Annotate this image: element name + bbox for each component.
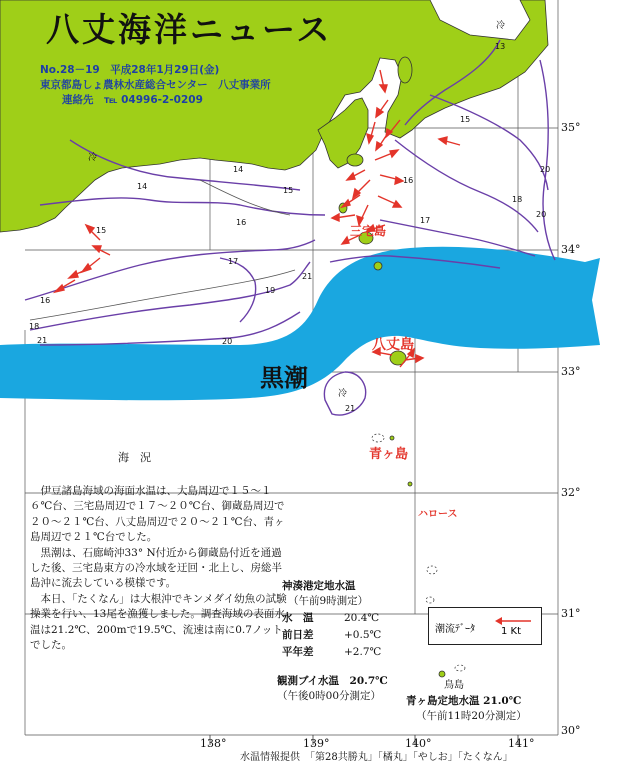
contact-line: 連絡先 ℡ 04996-2-0209	[62, 94, 203, 106]
isotherm-label: 21	[302, 272, 313, 281]
data-source: 水温情報提供 「第28共勝丸」「橘丸」「やしお」「たくなん」	[240, 752, 513, 763]
lat-label: 33°	[561, 365, 581, 378]
issuer-line: 東京都島しょ農林水産総合センター 八丈事業所	[40, 79, 271, 91]
isotherm-label: 20	[540, 165, 551, 174]
lon-label: 138°	[200, 737, 227, 750]
harose-label: ハロース	[418, 509, 458, 520]
aogashima-temp-title: 青ヶ島定地水温 21.0℃	[406, 695, 522, 707]
torishima-label: 鳥島	[444, 680, 464, 691]
miyake-label: 三宅島	[350, 224, 387, 238]
kaminato-row-value: +0.5℃	[344, 629, 382, 641]
isotherm-label: 15	[283, 186, 294, 195]
isotherm-label: 16	[403, 176, 414, 185]
buoy-title: 観測ブイ水温 20.7℃	[277, 675, 388, 687]
lat-label: 35°	[561, 121, 581, 134]
kuroshio-label: 黒潮	[260, 363, 308, 392]
kaminato-subtitle: （午前9時測定）	[288, 595, 369, 607]
isotherm-label: 17	[420, 216, 431, 225]
kaminato-row-label: 平年差	[282, 646, 314, 658]
kaminato-row-value: 20.4℃	[344, 612, 380, 624]
lat-label: 30°	[561, 724, 581, 737]
isotherm-label: 14	[137, 182, 148, 191]
isotherm-label: 15	[96, 226, 107, 235]
isotherm-label: 16	[236, 218, 247, 227]
sea-report-body	[30, 484, 290, 653]
lat-label: 32°	[561, 486, 581, 499]
kaminato-row-value: +2.7℃	[344, 646, 382, 658]
issue-line: No.28－19 平成28年1月29日(金)	[40, 64, 220, 76]
legend-label: 潮流ﾃﾞｰﾀ	[435, 624, 475, 635]
sea-report-paragraph: 本日、「たくなん」は大根沖でキンメダイ幼魚の試験操業を行い、13尾を漁獲しました。調査海域の表面水温は21.2℃、200mで19.5℃、流速は南に0.7ノットでした。	[30, 592, 287, 652]
sea-report-paragraph: 伊豆諸島海域の海面水温は、大島周辺で１５～１６℃台、三宅島周辺で１７～２０℃台、御蔵島周辺で２０～２１℃台、八丈島周辺で２０～２１℃台、青ヶ島周辺で２１℃台でした。	[30, 485, 285, 544]
kaminato-temp	[282, 578, 381, 659]
sea-report-heading: 海 況	[118, 451, 151, 464]
isotherm-label: 17	[228, 257, 239, 266]
current-legend	[428, 607, 542, 645]
kaminato-row-label: 水 温	[282, 612, 314, 624]
cold-label: 冷	[88, 153, 98, 163]
isotherm-label: 20	[536, 210, 547, 219]
hachijo-label: 八丈島	[372, 337, 414, 353]
isotherm-label: 15	[460, 115, 471, 124]
news-title: 八丈海洋ニュース	[46, 10, 333, 49]
isotherm-label: 21	[345, 404, 356, 413]
isotherm-label: 16	[40, 296, 51, 305]
lat-label: 31°	[561, 607, 581, 620]
lon-label: 141°	[508, 737, 535, 750]
axis-ticks	[210, 735, 518, 745]
isotherm-label: 20	[222, 337, 233, 346]
lon-label: 140°	[405, 737, 432, 750]
cold-label: 冷	[496, 21, 506, 31]
aogashima-temp-subtitle: （午前11時20分測定）	[416, 710, 527, 722]
isotherm-label: 18	[512, 195, 523, 204]
legend-arrow-icon	[493, 616, 533, 626]
isotherm-label: 14	[233, 165, 244, 174]
aogashima-label: 青ヶ島	[369, 447, 409, 462]
isotherm-label: 18	[29, 322, 40, 331]
isotherm-label: 21	[37, 336, 48, 345]
buoy-temp	[277, 673, 388, 703]
sea-report-paragraph: 黒潮は、石廊崎沖33° N付近から御蔵島付近を通過した後、三宅島東方の冷水域を迂回・北上し、房総半島沖に流去している模様です。	[30, 546, 282, 590]
lat-label: 34°	[561, 243, 581, 256]
isotherm-label: 19	[265, 286, 276, 295]
legend-scale: 1 Kt	[501, 626, 522, 637]
aogashima-temp	[406, 693, 527, 723]
cold-label: 冷	[338, 389, 348, 399]
isotherm-label: 13	[495, 42, 506, 51]
lon-label: 139°	[303, 737, 330, 750]
kaminato-row-label: 前日差	[282, 629, 314, 641]
kaminato-title: 神湊港定地水温	[282, 580, 356, 592]
buoy-subtitle: （午後0時00分測定）	[277, 690, 382, 702]
